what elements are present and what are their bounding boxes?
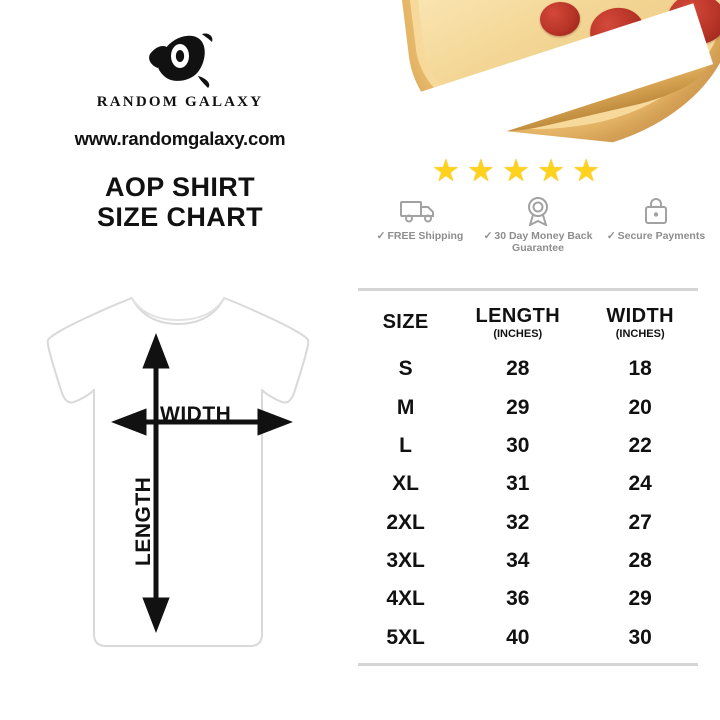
cell-size: 4XL (386, 587, 425, 611)
page-title-line2: SIZE CHART (97, 202, 263, 233)
star-icon: ★ (502, 153, 530, 188)
cell-length: 36 (506, 587, 530, 611)
width-label: WIDTH (160, 403, 232, 426)
size-table (358, 288, 698, 666)
trust-badges (364, 196, 712, 255)
star-icon: ★ (432, 153, 460, 188)
pizza-slice-image (400, 0, 720, 150)
cell-length: 32 (506, 510, 530, 534)
cell-size: 2XL (386, 510, 425, 534)
badge-text: 30 Day Money Back Guarantee (494, 230, 593, 255)
table-row (358, 619, 698, 657)
cell-width: 18 (628, 357, 652, 381)
table-row (358, 388, 698, 426)
cell-length: 28 (506, 357, 530, 381)
cell-width: 20 (628, 395, 652, 419)
table-bottom-rule (358, 663, 698, 666)
header-size-main: SIZE (382, 311, 429, 333)
header-size (358, 291, 453, 350)
star-icon: ★ (467, 153, 495, 188)
page-title-line1: AOP SHIRT (104, 172, 256, 202)
rating-stars (432, 155, 600, 186)
badge-label (600, 230, 712, 242)
brand-name: RANDOM GALAXY (96, 94, 264, 110)
header-length (453, 291, 582, 350)
header-width-sub: (INCHES) (615, 328, 665, 340)
cell-width: 22 (628, 433, 652, 457)
star-icon: ★ (572, 153, 600, 188)
cell-size: S (398, 357, 413, 381)
header-width-main: WIDTH (606, 305, 674, 327)
header-length-sub: (INCHES) (493, 328, 543, 340)
table-row (358, 350, 698, 388)
cell-size: 3XL (386, 549, 425, 573)
cell-length: 40 (506, 625, 530, 649)
cell-size: 5XL (386, 625, 425, 649)
badge-label (364, 230, 476, 242)
table-row (358, 580, 698, 618)
header-size-sub (358, 334, 453, 344)
table-row (358, 542, 698, 580)
lock-icon (600, 196, 712, 226)
table-row (358, 427, 698, 465)
cell-size: L (399, 433, 412, 457)
badge-free-shipping (364, 196, 476, 255)
cell-width: 29 (628, 587, 652, 611)
table-header-row (358, 291, 698, 350)
tshirt-outline-icon (28, 282, 328, 662)
brand-block (0, 28, 360, 232)
size-table-grid (358, 291, 698, 657)
cell-size: XL (392, 472, 420, 496)
cell-length: 30 (506, 433, 530, 457)
cell-length: 31 (506, 472, 530, 496)
ribbon-award-icon (482, 196, 594, 226)
badge-secure-payments (600, 196, 712, 255)
badge-label (482, 230, 594, 255)
brand-url: www.randomgalaxy.com (74, 128, 286, 149)
check-icon: ✓ (376, 230, 386, 242)
cell-width: 28 (628, 549, 652, 573)
header-width (582, 291, 698, 350)
cell-length: 29 (506, 395, 530, 419)
cell-width: 27 (628, 510, 652, 534)
tshirt-diagram (28, 282, 328, 662)
badge-text: Secure Payments (617, 230, 706, 242)
check-icon: ✓ (483, 230, 493, 242)
cell-width: 24 (628, 472, 652, 496)
cell-width: 30 (628, 625, 652, 649)
length-label: LENGTH (132, 476, 155, 566)
badge-text: FREE Shipping (387, 230, 464, 242)
cell-size: M (396, 395, 415, 419)
table-row (358, 504, 698, 542)
header-length-main: LENGTH (475, 305, 561, 327)
badge-money-back (482, 196, 594, 255)
truck-icon (364, 196, 476, 226)
galaxy-eye-logo-icon (142, 28, 218, 90)
check-icon: ✓ (606, 230, 616, 242)
star-icon: ★ (537, 153, 565, 188)
table-row (358, 465, 698, 503)
cell-length: 34 (506, 549, 530, 573)
page-title (0, 172, 360, 232)
